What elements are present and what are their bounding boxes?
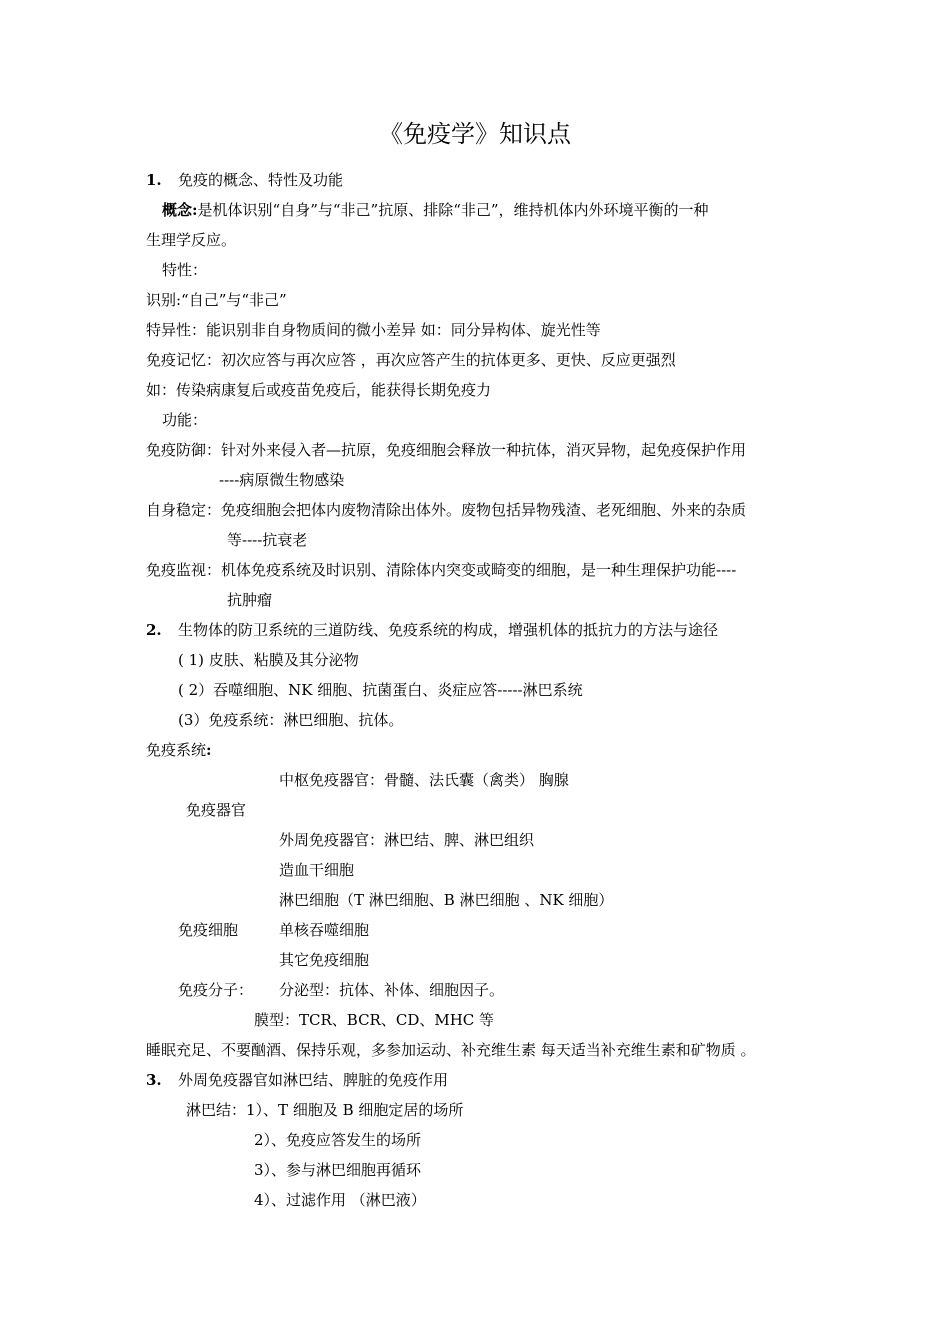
cells-label: 免疫细胞 [178, 921, 239, 939]
cell-mononuclear: 单核吞噬细胞 [279, 921, 370, 939]
trait-specificity: 特异性：能识别非自身物质间的微小差异 如：同分异构体、旋光性等 [146, 321, 601, 339]
trait-recognition: 识别:“自己”与“非己” [146, 291, 287, 309]
section-number: 2. [146, 621, 162, 639]
section-1-heading [146, 169, 343, 191]
section-heading-text: 免疫的概念、特性及功能 [178, 171, 344, 189]
defense-line-1: ( 1) 皮肤、粘膜及其分泌物 [178, 651, 359, 669]
peripheral-organs: 外周免疫器官：淋巴结、脾、淋巴组织 [279, 831, 535, 849]
function-surveillance-cont: 抗肿瘤 [227, 591, 273, 609]
immune-system-label-text: 免疫系统 [146, 741, 207, 759]
concept-continuation: 生理学反应。 [146, 231, 237, 249]
lymph-node-role-4: 4）、过滤作用 （淋巴液） [254, 1191, 426, 1209]
molecules-membrane: 膜型：TCR、BCR、CD、MHC 等 [254, 1011, 495, 1029]
defense-line-2: ( 2）吞噬细胞、NK 细胞、抗菌蛋白、炎症应答-----淋巴系统 [178, 681, 583, 699]
function-defense: 免疫防御：针对外来侵入者—抗原，免疫细胞会释放一种抗体，消灭异物，起免疫保护作用 [146, 441, 747, 459]
cell-lymphocyte: 淋巴细胞（T 淋巴细胞、B 淋巴细胞 、NK 细胞） [279, 891, 614, 909]
molecules-label: 免疫分子： [178, 981, 254, 999]
function-surveillance: 免疫监视：机体免疫系统及时识别、清除体内突变或畸变的细胞，是一种生理保护功能---- [146, 561, 737, 579]
function-homeostasis-cont: 等----抗衰老 [227, 531, 308, 549]
lymph-node-role-2: 2）、免疫应答发生的场所 [254, 1131, 422, 1149]
function-defense-cont: ----病原微生物感染 [219, 471, 345, 489]
section-3-heading [146, 1069, 448, 1091]
cell-hematopoietic: 造血干细胞 [279, 861, 355, 879]
section-number: 1. [146, 171, 162, 189]
concept-label: 概念: [162, 201, 198, 219]
defense-line-3: (3）免疫系统：淋巴细胞、抗体。 [178, 711, 404, 729]
trait-memory-example: 如：传染病康复后或疫苗免疫后，能获得长期免疫力 [146, 381, 492, 399]
cell-other: 其它免疫细胞 [279, 951, 370, 969]
molecules-secreted: 分泌型：抗体、补体、细胞因子。 [279, 981, 505, 999]
organs-label: 免疫器官 [186, 801, 247, 819]
section-number: 3. [146, 1071, 162, 1089]
function-label: 功能： [162, 411, 208, 429]
health-advice: 睡眠充足、不要酗酒、保持乐观，多参加运动、补充维生素 每天适当补充维生素和矿物质 。 [146, 1041, 756, 1059]
trait-memory: 免疫记忆：初次应答与再次应答 ，再次应答产生的抗体更多、更快、反应更强烈 [146, 351, 676, 369]
traits-label: 特性： [162, 261, 208, 279]
function-homeostasis: 自身稳定：免疫细胞会把体内废物清除出体外。废物包括异物残渣、老死细胞、外来的杂质 [146, 501, 747, 519]
lymph-node-role-3: 3）、参与淋巴细胞再循环 [254, 1161, 422, 1179]
section-heading-text: 生物体的防卫系统的三道防线、免疫系统的构成，增强机体的抵抗力的方法与途径 [178, 621, 719, 639]
page-title: 《免疫学》知识点 [379, 120, 571, 148]
lymph-node-role-1 [186, 1099, 463, 1121]
central-organs: 中枢免疫器官：骨髓、法氏囊（禽类） 胸腺 [279, 771, 569, 789]
section-heading-text: 外周免疫器官如淋巴结、脾脏的免疫作用 [178, 1071, 449, 1089]
concept-line [162, 199, 709, 221]
immune-system-colon: : [206, 741, 212, 759]
lymph-node-role-text: 1）、T 细胞及 B 细胞定居的场所 [246, 1101, 464, 1119]
concept-text: 是机体识别“自身”与“非己”抗原、排除“非己”，维持机体内外环境平衡的一种 [197, 201, 709, 219]
section-2-heading [146, 619, 718, 641]
immune-system-label [146, 739, 212, 761]
lymph-node-label: 淋巴结： [186, 1101, 247, 1119]
